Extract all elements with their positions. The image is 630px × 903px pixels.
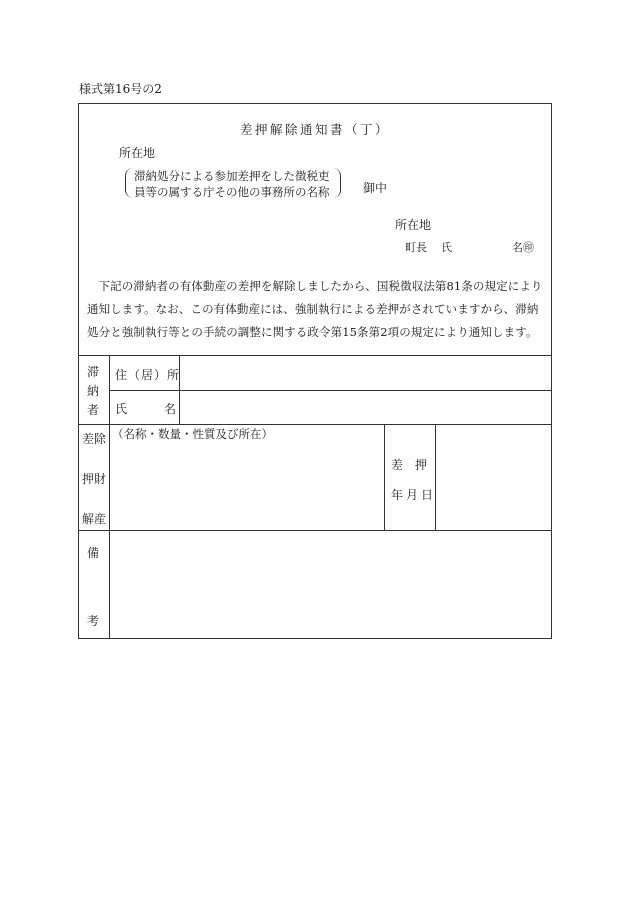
release-label-2: 押財 bbox=[82, 472, 107, 486]
recipient-address-label: 所在地 bbox=[119, 146, 156, 160]
name-field-label-2: 名 bbox=[164, 402, 177, 416]
delinquent-label-1: 滞 bbox=[87, 365, 100, 379]
remarks-label-1: 備 bbox=[87, 546, 100, 560]
onchu-label: 御中 bbox=[363, 181, 388, 195]
form-number: 様式第16号の2 bbox=[79, 82, 162, 96]
property-bottom-rule bbox=[79, 530, 551, 531]
sender-address-label: 所在地 bbox=[395, 218, 432, 232]
seizure-date-rule bbox=[435, 424, 436, 530]
seizure-date-label-2: 年月日 bbox=[391, 488, 437, 502]
address-row-rule bbox=[109, 390, 551, 391]
release-label-3: 解産 bbox=[82, 512, 107, 526]
table-top-rule bbox=[79, 355, 551, 356]
sender-shi-label: 氏 bbox=[441, 241, 452, 254]
document-title: 差押解除通知書（丁） bbox=[239, 122, 390, 137]
delinquent-label-3: 者 bbox=[87, 403, 100, 417]
seizure-date-label-1: 差 押 bbox=[391, 458, 428, 472]
address-field-label: 住（居）所 bbox=[115, 368, 181, 382]
sender-town-label: 町長 bbox=[405, 241, 427, 254]
notice-form bbox=[78, 103, 552, 639]
delinquent-label-2: 納 bbox=[87, 384, 100, 398]
label-column-rule bbox=[109, 355, 110, 638]
delinquent-bottom-rule bbox=[79, 424, 551, 425]
sender-seal-label: 名㊞ bbox=[512, 241, 534, 254]
name-field-label-1: 氏 bbox=[115, 402, 128, 416]
remarks-label-2: 考 bbox=[87, 614, 100, 628]
property-seizure-rule bbox=[384, 424, 385, 530]
recipient-office-line1: 滞納処分による参加差押をした徴税吏 bbox=[134, 169, 330, 183]
property-description-label: （名称・数量・性質及び所在） bbox=[112, 427, 273, 441]
recipient-office-line2: 員等の属する庁その他の事務所の名称 bbox=[134, 185, 330, 199]
release-label-1: 差除 bbox=[82, 432, 107, 446]
notice-body: 下記の滞納者の有体動産の差押を解除しましたから、国税徴収法第81条の規定により通知します。なお、この有体動産には、強制執行による差押がされていますから、滞納処分と強制執行等との手続の調整に関する政令第15条第2項の規定により通知します。 bbox=[87, 279, 543, 339]
recipient-office-name bbox=[134, 168, 344, 200]
